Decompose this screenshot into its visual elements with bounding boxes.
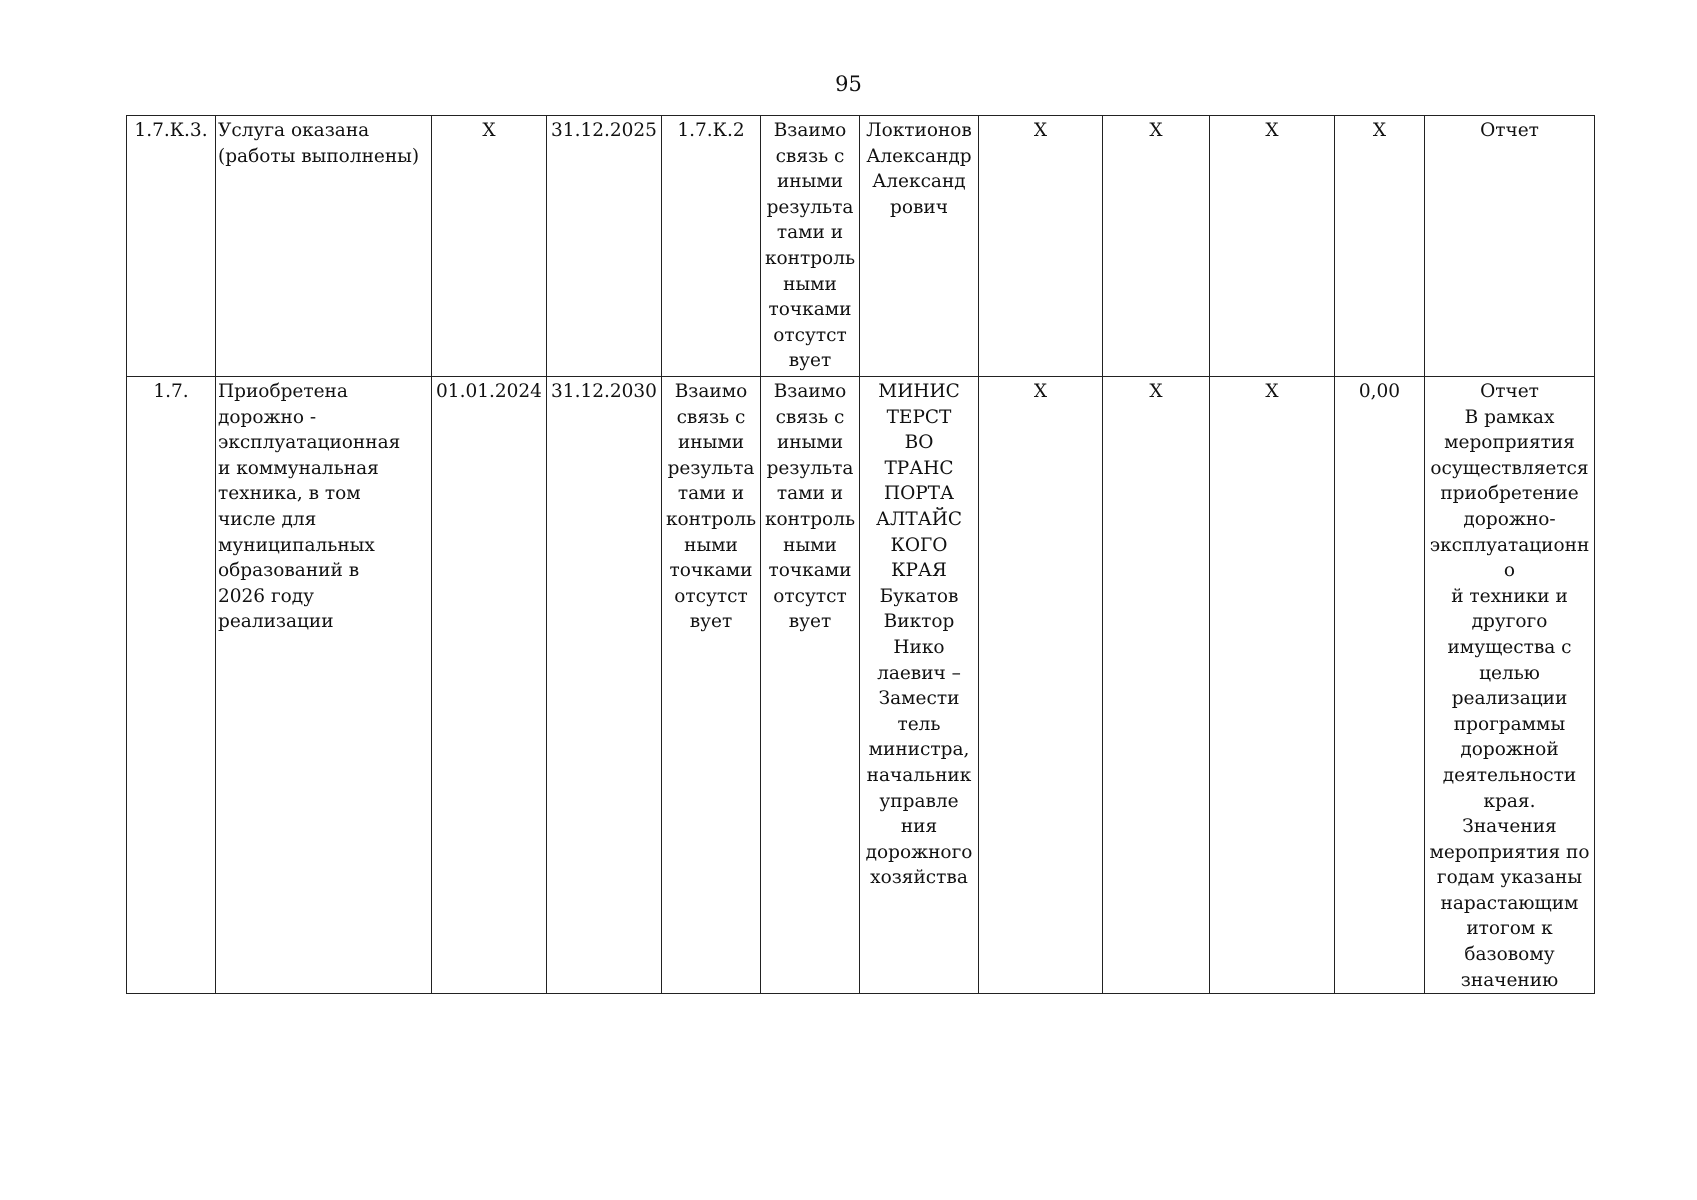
end-date-cell: 31.12.2025 [547, 116, 662, 377]
predecessor-cell: 1.7.К.2 [662, 116, 761, 377]
column-10-cell: X [1210, 116, 1335, 377]
responsible-cell: МИНИС ТЕРСТ ВО ТРАНС ПОРТА АЛТАЙС КОГО КРАЯ Букатов Виктор Нико лаевич – Замести тель министра, начальник управле ния дорожного хозяйства [860, 377, 979, 994]
row-name-cell: Приобретена дорожно - эксплуатационная и коммунальная техника, в том числе для муниципальных образований в 2026 году реализации [216, 377, 432, 994]
start-date-cell: 01.01.2024 [432, 377, 547, 994]
successor-cell: Взаимо связь с иными результа тами и контроль ными точками отсутст вует [761, 116, 860, 377]
table-row [127, 116, 1595, 377]
control-points-table [126, 115, 1595, 994]
row-code-cell: 1.7.К.3. [127, 116, 216, 377]
page-number: 95 [835, 72, 862, 96]
column-9-cell: X [1103, 377, 1210, 994]
responsible-cell: Локтионов Александр Александ рович [860, 116, 979, 377]
row-code-cell: 1.7. [127, 377, 216, 994]
column-10-cell: X [1210, 377, 1335, 994]
end-date-cell: 31.12.2030 [547, 377, 662, 994]
column-11-cell: X [1335, 116, 1425, 377]
successor-cell: Взаимо связь с иными результа тами и контроль ными точками отсутст вует [761, 377, 860, 994]
predecessor-cell: Взаимо связь с иными результа тами и контроль ными точками отсутст вует [662, 377, 761, 994]
table-row [127, 377, 1595, 994]
document-cell: Отчет [1425, 116, 1595, 377]
column-9-cell: X [1103, 116, 1210, 377]
column-11-cell: 0,00 [1335, 377, 1425, 994]
column-8-cell: X [979, 116, 1103, 377]
document-cell: Отчет В рамках мероприятия осуществляется приобретение дорожно- эксплуатационно й техники и другого имущества с целью реализации программы дорожной деятельности края. Значения мероприятия по годам указаны нарастающим итогом к базовому значению [1425, 377, 1595, 994]
start-date-cell: X [432, 116, 547, 377]
column-8-cell: X [979, 377, 1103, 994]
row-name-cell: Услуга оказана (работы выполнены) [216, 116, 432, 377]
